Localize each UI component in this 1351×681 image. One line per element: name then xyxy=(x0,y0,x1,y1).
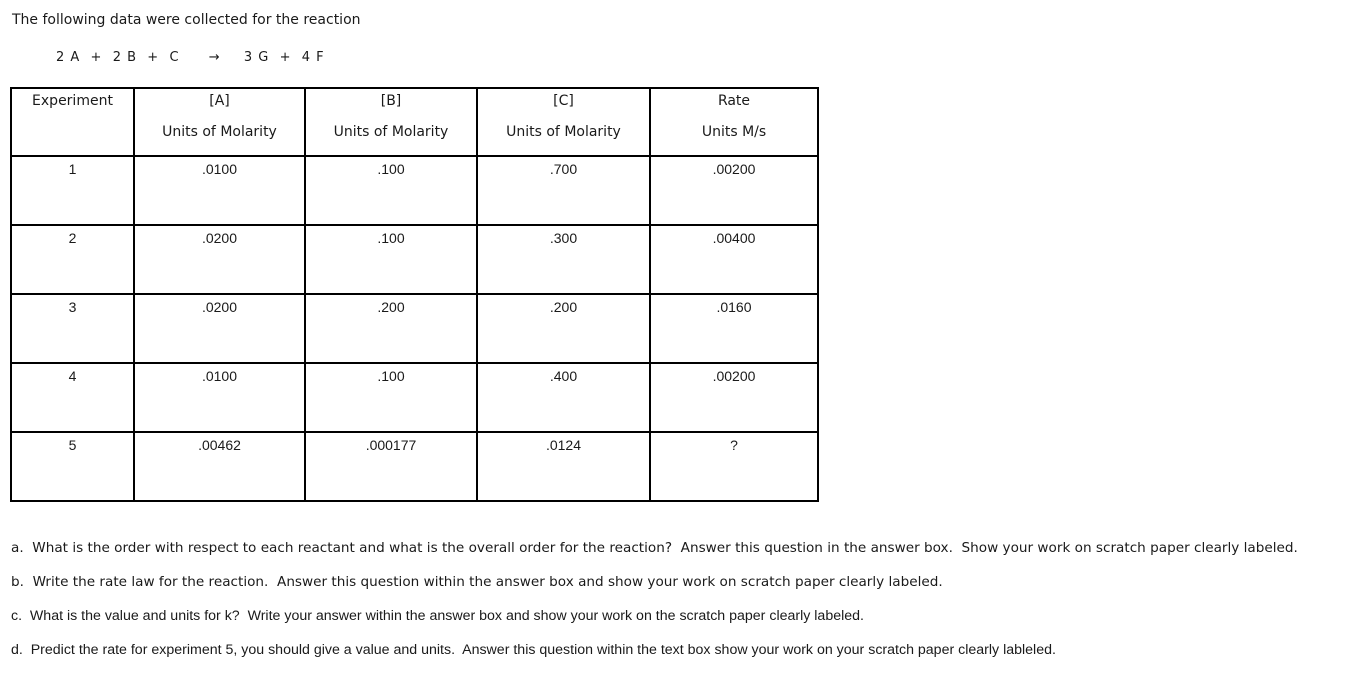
cell-value: .000177 xyxy=(365,437,417,453)
cell-rate xyxy=(650,294,818,363)
cell-value: .100 xyxy=(377,161,405,177)
reaction-equation xyxy=(56,50,325,65)
cell-value: .200 xyxy=(377,299,405,315)
header-label: [A] xyxy=(209,93,230,109)
header-label: [B] xyxy=(380,93,402,109)
cell-value: .100 xyxy=(377,230,405,246)
header-experiment xyxy=(11,88,134,156)
header-units: Units of Molarity xyxy=(162,124,277,140)
cell-b xyxy=(305,432,477,501)
header-b xyxy=(305,88,477,156)
cell-c xyxy=(477,156,650,225)
header-units: Units M/s xyxy=(701,124,767,140)
cell-c xyxy=(477,363,650,432)
cell-rate xyxy=(650,363,818,432)
cell-value: .0200 xyxy=(201,299,238,315)
cell-experiment xyxy=(11,432,134,501)
cell-value: .400 xyxy=(549,368,578,384)
table-row xyxy=(11,363,818,432)
question-c: c. What is the value and units for k? Write your answer within the answer box and show your work on the scratch paper clearly labeled. xyxy=(11,608,864,624)
cell-rate xyxy=(650,225,818,294)
intro-text: The following data were collected for the reaction xyxy=(12,12,361,28)
reaction-reactants: 2 A + 2 B + C xyxy=(56,50,180,65)
table-header-row xyxy=(11,88,818,156)
cell-value: 1 xyxy=(68,161,77,177)
cell-c xyxy=(477,432,650,501)
table-row xyxy=(11,156,818,225)
cell-a xyxy=(134,363,305,432)
table-row xyxy=(11,432,818,501)
cell-rate xyxy=(650,156,818,225)
header-label: [C] xyxy=(553,93,574,109)
header-rate xyxy=(650,88,818,156)
cell-a xyxy=(134,225,305,294)
cell-value: .200 xyxy=(549,299,578,315)
header-units: Units of Molarity xyxy=(333,124,449,140)
cell-b xyxy=(305,363,477,432)
cell-value: .00400 xyxy=(712,230,756,246)
cell-value: .0160 xyxy=(716,299,752,315)
cell-a xyxy=(134,294,305,363)
cell-experiment xyxy=(11,225,134,294)
cell-a xyxy=(134,432,305,501)
header-units: Units of Molarity xyxy=(506,124,621,140)
header-label: Rate xyxy=(717,93,751,109)
header-a xyxy=(134,88,305,156)
cell-value: .0100 xyxy=(201,368,238,384)
cell-value: 3 xyxy=(68,299,77,315)
cell-value: .00200 xyxy=(712,368,756,384)
header-label: Experiment xyxy=(32,93,113,109)
cell-c xyxy=(477,294,650,363)
reaction-arrow-icon: → xyxy=(208,50,221,65)
cell-experiment xyxy=(11,363,134,432)
cell-value: ? xyxy=(730,437,738,453)
cell-value: .0200 xyxy=(201,230,238,246)
cell-rate xyxy=(650,432,818,501)
reaction-products: 3 G + 4 F xyxy=(243,50,325,65)
cell-value: .0124 xyxy=(545,437,582,453)
table-row xyxy=(11,225,818,294)
data-table xyxy=(10,87,819,502)
cell-value: .0100 xyxy=(201,161,238,177)
cell-b xyxy=(305,156,477,225)
cell-value: 5 xyxy=(68,437,77,453)
questions-list xyxy=(11,540,1298,676)
cell-value: 2 xyxy=(68,230,77,246)
cell-value: .700 xyxy=(549,161,578,177)
header-c xyxy=(477,88,650,156)
question-b: b. Write the rate law for the reaction. Answer this question within the answer box and show your work on scratch paper clearly labeled. xyxy=(11,574,943,590)
cell-c xyxy=(477,225,650,294)
cell-b xyxy=(305,225,477,294)
cell-value: .300 xyxy=(549,230,578,246)
question-d: d. Predict the rate for experiment 5, you should give a value and units. Answer this question within the text box show your work on your scratch paper clearly lableled. xyxy=(11,642,1056,658)
cell-value: 4 xyxy=(68,368,77,384)
cell-b xyxy=(305,294,477,363)
cell-value: .00200 xyxy=(712,161,756,177)
question-a: a. What is the order with respect to each reactant and what is the overall order for the reaction? Answer this question in the answer box. Show your work on scratch paper clearly labeled. xyxy=(11,540,1298,556)
cell-value: .00462 xyxy=(198,437,241,453)
cell-a xyxy=(134,156,305,225)
cell-experiment xyxy=(11,156,134,225)
cell-value: .100 xyxy=(377,368,405,384)
table-row xyxy=(11,294,818,363)
cell-experiment xyxy=(11,294,134,363)
